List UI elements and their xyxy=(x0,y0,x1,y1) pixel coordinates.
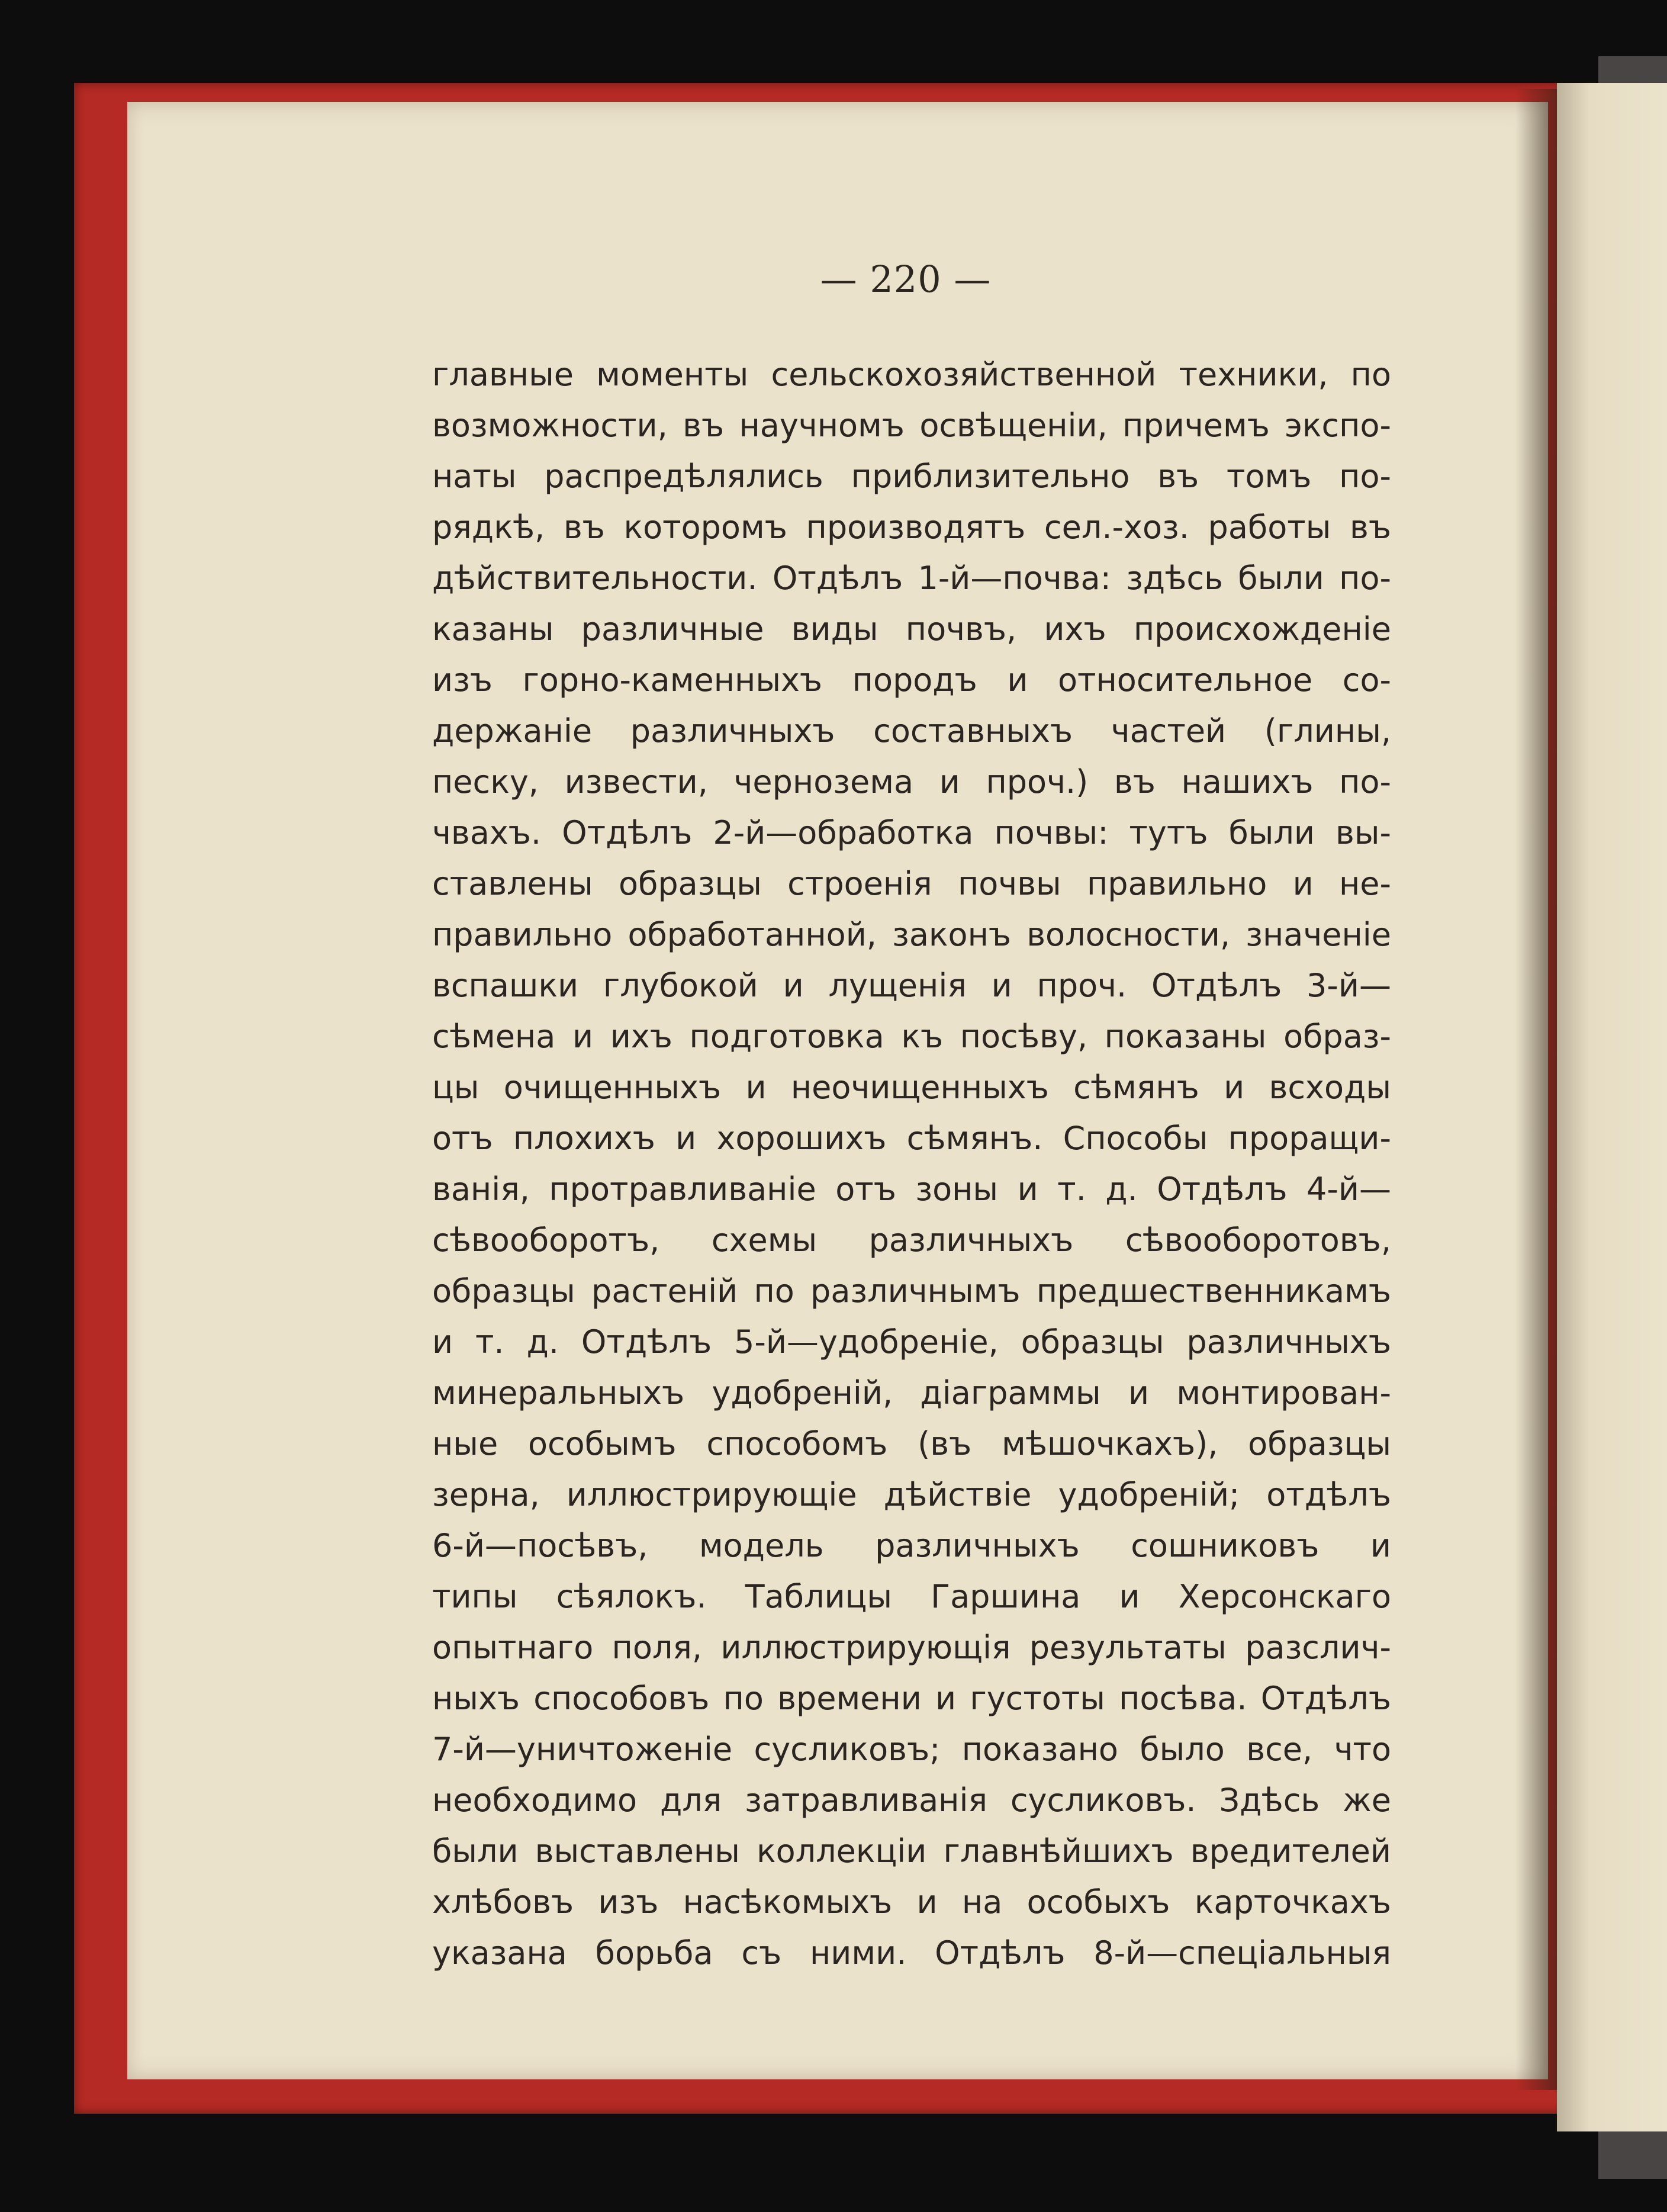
text-line: главные моменты сельскохозяйственной техники, по xyxy=(432,356,1391,393)
text-line: цы очищенныхъ и неочищенныхъ сѣмянъ и всходы xyxy=(432,1069,1391,1106)
text-line: наты распредѣлялись приблизительно въ томъ по- xyxy=(432,458,1391,495)
text-line: опытнаго поля, иллюстрирующiя результаты разслич- xyxy=(432,1629,1391,1666)
text-line: типы сѣялокъ. Таблицы Гаршина и Херсонскаго xyxy=(432,1578,1391,1615)
text-line: и т. д. Отдѣлъ 5-й—удобренiе, образцы различныхъ xyxy=(432,1323,1391,1361)
text-line: указана борьба съ ними. Отдѣлъ 8-й—спецiальныя xyxy=(432,1934,1391,1972)
text-line: образцы растенiй по различнымъ предшественникамъ xyxy=(432,1272,1391,1310)
text-line: ные особымъ способомъ (въ мѣшочкахъ), образцы xyxy=(432,1425,1391,1462)
text-line: рядкѣ, въ которомъ производятъ сел.-хоз. работы въ xyxy=(432,509,1391,546)
text-line: зерна, иллюстрирующiе дѣйствiе удобренiй; отдѣлъ xyxy=(432,1476,1391,1513)
text-line: ставлены образцы строенiя почвы правильно и не- xyxy=(432,865,1391,902)
page-gutter-shadow xyxy=(1515,89,1557,2090)
text-line: казаны различные виды почвъ, ихъ происхожденiе xyxy=(432,610,1391,648)
text-line: необходимо для затравливанiя сусликовъ. Здѣсь же xyxy=(432,1782,1391,1819)
text-line: чвахъ. Отдѣлъ 2-й—обработка почвы: тутъ были вы- xyxy=(432,814,1391,851)
text-line: дѣйствительности. Отдѣлъ 1-й—почва: здѣсь были по- xyxy=(432,560,1391,597)
text-line: ныхъ способовъ по времени и густоты посѣва. Отдѣлъ xyxy=(432,1680,1391,1717)
text-line: вспашки глубокой и лущенiя и проч. Отдѣлъ 3-й— xyxy=(432,967,1391,1004)
text-line: минеральныхъ удобренiй, дiаграммы и монтирован- xyxy=(432,1374,1391,1412)
adjacent-page xyxy=(1557,83,1667,2131)
text-line: ванiя, протравливанiе отъ зоны и т. д. Отдѣлъ 4-й— xyxy=(432,1171,1391,1208)
body-text xyxy=(432,349,1391,1979)
text-line: песку, извести, чернозема и проч.) въ нашихъ по- xyxy=(432,763,1391,800)
text-line: правильно обработанной, законъ волосности, значенiе xyxy=(432,916,1391,953)
text-line: сѣвооборотъ, схемы различныхъ сѣвооборотовъ, xyxy=(432,1221,1391,1259)
text-line: хлѣбовъ изъ насѣкомыхъ и на особыхъ карточкахъ xyxy=(432,1883,1391,1921)
text-line: 7-й—уничтоженiе сусликовъ; показано было все, что xyxy=(432,1731,1391,1768)
text-line: возможности, въ научномъ освѣщенiи, причемъ экспо- xyxy=(432,407,1391,444)
text-line: отъ плохихъ и хорошихъ сѣмянъ. Способы проращи- xyxy=(432,1120,1391,1157)
text-line: держанiе различныхъ составныхъ частей (глины, xyxy=(432,712,1391,750)
text-line: изъ горно-каменныхъ породъ и относительное со- xyxy=(432,661,1391,699)
text-line: 6-й—посѣвъ, модель различныхъ сошниковъ и xyxy=(432,1527,1391,1564)
page-number: — 220 — xyxy=(820,258,992,301)
text-line: были выставлены коллекцiи главнѣйшихъ вредителей xyxy=(432,1832,1391,1870)
text-line: сѣмена и ихъ подготовка къ посѣву, показаны образ- xyxy=(432,1018,1391,1055)
